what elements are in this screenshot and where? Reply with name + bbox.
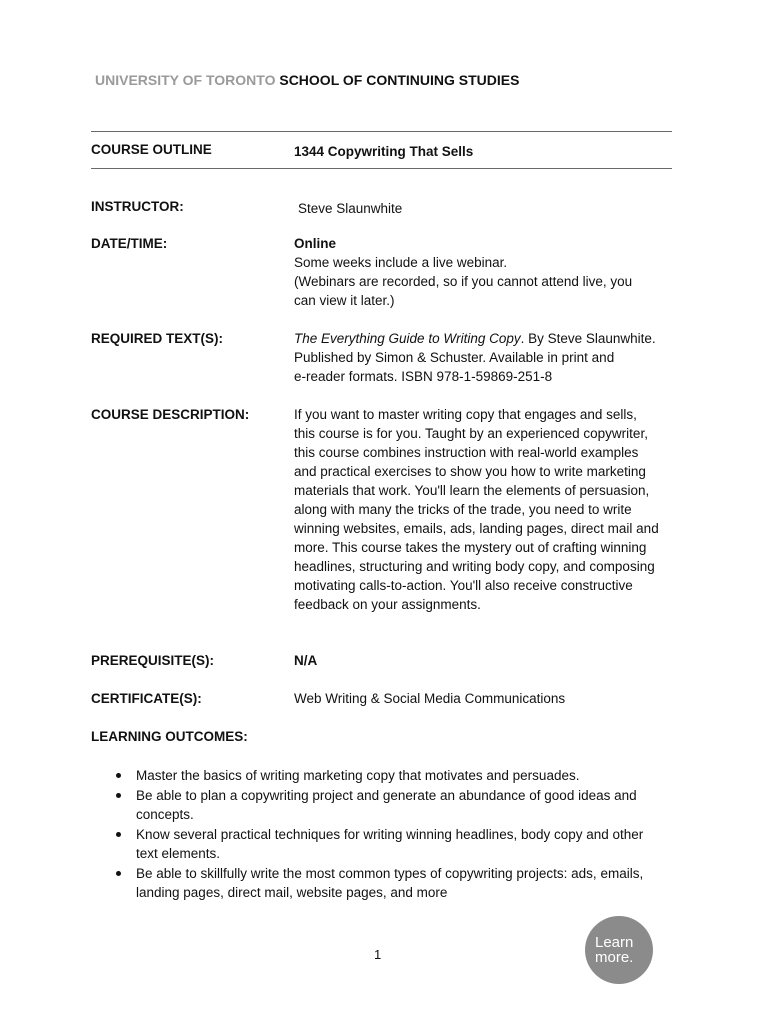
prerequisites-value: N/A xyxy=(294,653,318,668)
instructor-name: Steve Slaunwhite xyxy=(298,201,403,216)
bullet-icon xyxy=(116,871,121,876)
bullet-icon xyxy=(116,793,121,798)
outcome-line: Be able to skillfully write the most common types of copywriting projects: ads, emails, xyxy=(136,865,644,881)
instructor-label: INSTRUCTOR: xyxy=(91,199,184,214)
learning-outcomes-label: LEARNING OUTCOMES: xyxy=(91,729,248,744)
description-line: this course combines instruction with real-world examples xyxy=(294,445,639,460)
required-text-value xyxy=(294,329,674,386)
datetime-value xyxy=(294,234,674,310)
bottom-rule xyxy=(91,168,672,169)
list-item xyxy=(108,786,674,825)
description-line: motivating calls-to-action. You'll also receive constructive xyxy=(294,578,633,593)
prerequisites-label: PREREQUISITE(S): xyxy=(91,653,215,668)
description-line: winning websites, emails, ads, landing pages, direct mail and xyxy=(294,521,659,536)
datetime-line: (Webinars are recorded, so if you cannot attend live, you xyxy=(294,274,633,289)
outcome-line: Know several practical techniques for writing winning headlines, body copy and other xyxy=(136,826,644,842)
bullet-icon xyxy=(116,832,121,837)
university-name: UNIVERSITY OF TORONTO xyxy=(95,72,276,88)
learn-more-line: Learn xyxy=(595,934,634,951)
outcome-line: text elements. xyxy=(136,846,221,861)
delivery-mode: Online xyxy=(294,236,337,251)
required-text-line: Published by Simon & Schuster. Available in print and xyxy=(294,350,615,365)
learn-more-button[interactable] xyxy=(585,916,653,984)
outcome-line: Be able to plan a copywriting project and generate an abundance of good ideas and xyxy=(136,787,637,803)
description-line: along with many the tricks of the trade, you need to write xyxy=(294,502,632,517)
list-item xyxy=(108,825,674,864)
learning-outcomes-list xyxy=(108,766,674,903)
document-header xyxy=(95,72,519,88)
certificates-label: CERTIFICATE(S): xyxy=(91,691,202,706)
list-item xyxy=(108,766,674,786)
learn-more-line: more. xyxy=(595,949,634,966)
outcome-line: concepts. xyxy=(136,807,194,822)
description-line: headlines, structuring and writing body copy, and composing xyxy=(294,559,655,574)
book-title: The Everything Guide to Writing Copy xyxy=(294,331,521,346)
course-description xyxy=(294,405,674,614)
description-line: materials that work. You'll learn the elements of persuasion, xyxy=(294,483,650,498)
course-title: 1344 Copywriting That Sells xyxy=(294,144,474,159)
list-item xyxy=(108,864,674,903)
certificates-value: Web Writing & Social Media Communications xyxy=(294,691,566,706)
school-name: SCHOOL OF CONTINUING STUDIES xyxy=(279,72,520,88)
description-line: feedback on your assignments. xyxy=(294,597,481,612)
description-line: this course is for you. Taught by an experienced copywriter, xyxy=(294,426,648,441)
page-number: 1 xyxy=(374,947,382,962)
datetime-line: Some weeks include a live webinar. xyxy=(294,255,508,270)
datetime-line: can view it later.) xyxy=(294,293,395,308)
description-line: and practical exercises to show you how to write marketing xyxy=(294,464,646,479)
outcome-line: landing pages, direct mail, website pages, and more xyxy=(136,885,448,900)
description-line: If you want to master writing copy that engages and sells, xyxy=(294,407,637,422)
required-text-label: REQUIRED TEXT(S): xyxy=(91,331,224,346)
course-outline-label: COURSE OUTLINE xyxy=(91,142,212,157)
course-description-label: COURSE DESCRIPTION: xyxy=(91,407,250,422)
required-text-line xyxy=(294,329,674,348)
description-line: more. This course takes the mystery out of crafting winning xyxy=(294,540,647,555)
top-rule xyxy=(91,131,672,132)
required-text-line: e-reader formats. ISBN 978-1-59869-251-8 xyxy=(294,369,553,384)
datetime-label: DATE/TIME: xyxy=(91,236,168,251)
outcome-line: Master the basics of writing marketing copy that motivates and persuades. xyxy=(136,768,580,783)
book-author: . By Steve Slaunwhite. xyxy=(520,331,656,346)
bullet-icon xyxy=(116,773,121,778)
